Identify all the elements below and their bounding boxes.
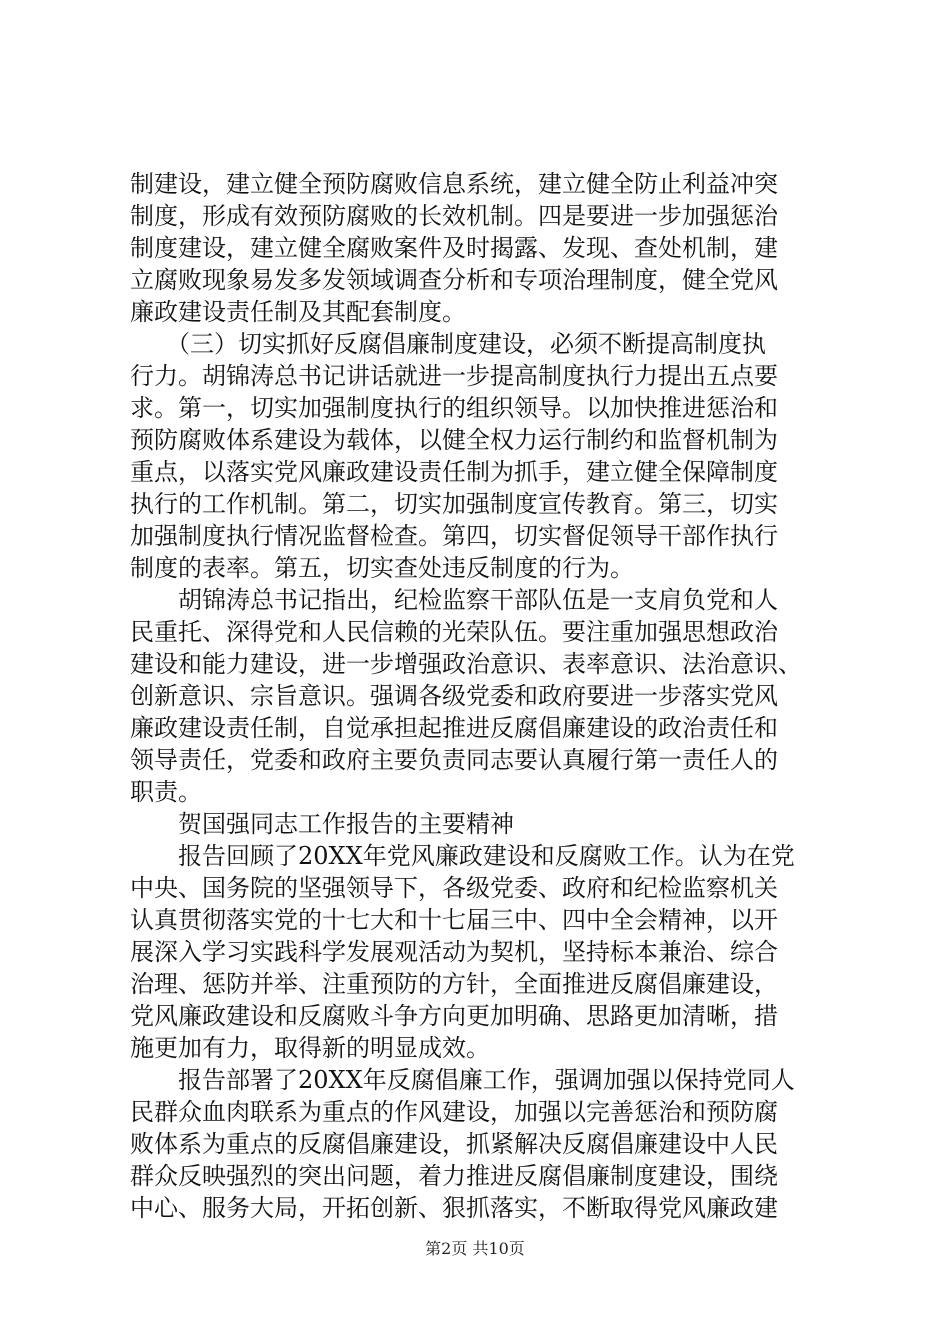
text-line: 制建设，建立健全预防腐败信息系统，建立健全防止利益冲突	[130, 170, 778, 198]
text-line: 执行的工作机制。第二，切实加强制度宣传教育。第三，切实	[130, 490, 778, 518]
document-body	[130, 168, 842, 1224]
text-line: 廉政建设责任制，自觉承担起推进反腐倡廉建设的政治责任和	[130, 714, 778, 742]
text-line: 群众反映强烈的突出问题，着力推进反腐倡廉制度建设，围绕	[130, 1162, 778, 1190]
text-line: 重点，以落实党风廉政建设责任制为抓手，建立健全保障制度	[130, 458, 778, 486]
text-line: （三）切实抓好反腐倡廉制度建设，必须不断提高制度执	[130, 330, 766, 358]
text-line: 施更加有力，取得新的明显成效。	[130, 1034, 490, 1062]
text-line: 廉政建设责任制及其配套制度。	[130, 298, 466, 326]
text-line: 民群众血肉联系为重点的作风建设，加强以完善惩治和预防腐	[130, 1098, 778, 1126]
text-line: 胡锦涛总书记指出，纪检监察干部队伍是一支肩负党和人	[130, 586, 778, 614]
text-line: 贺国强同志工作报告的主要精神	[130, 810, 514, 838]
text-line: 制度的表率。第五，切实查处违反制度的行为。	[130, 554, 634, 582]
text-line: 败体系为重点的反腐倡廉建设，抓紧解决反腐倡廉建设中人民	[130, 1130, 778, 1158]
text-line: 立腐败现象易发多发领域调查分析和专项治理制度，健全党风	[130, 266, 778, 294]
text-line: 治理、惩防并举、注重预防的方针，全面推进反腐倡廉建设，	[130, 970, 778, 998]
text-line: 中央、国务院的坚强领导下，各级党委、政府和纪检监察机关	[130, 874, 778, 902]
text-line: 制度建设，建立健全腐败案件及时揭露、发现、查处机制，建	[130, 234, 778, 262]
text-line: 中心、服务大局，开拓创新、狠抓落实，不断取得党风廉政建	[130, 1194, 778, 1222]
text-line: 建设和能力建设，进一步增强政治意识、表率意识、法治意识、	[130, 650, 802, 678]
text-line: 加强制度执行情况监督检查。第四，切实督促领导干部作执行	[130, 522, 778, 550]
text-line: 创新意识、宗旨意识。强调各级党委和政府要进一步落实党风	[130, 682, 778, 710]
text-line: 展深入学习实践科学发展观活动为契机，坚持标本兼治、综合	[130, 938, 778, 966]
text-line: 求。第一，切实加强制度执行的组织领导。以加快推进惩治和	[130, 394, 778, 422]
text-line: 党风廉政建设和反腐败斗争方向更加明确、思路更加清晰，措	[130, 1002, 778, 1030]
text-line: 行力。胡锦涛总书记讲话就进一步提高制度执行力提出五点要	[130, 362, 778, 390]
text-line: 报告部署了20XX年反腐倡廉工作，强调加强以保持党同人	[130, 1066, 795, 1094]
page-footer: 第2页 共10页	[425, 1239, 525, 1258]
text-line: 职责。	[130, 778, 202, 806]
text-line: 预防腐败体系建设为载体，以健全权力运行制约和监督机制为	[130, 426, 778, 454]
text-line: 认真贯彻落实党的十七大和十七届三中、四中全会精神，以开	[130, 906, 778, 934]
text-line: 民重托、深得党和人民信赖的光荣队伍。要注重加强思想政治	[130, 618, 778, 646]
text-line: 制度，形成有效预防腐败的长效机制。四是要进一步加强惩治	[130, 202, 778, 230]
text-line: 报告回顾了20XX年党风廉政建设和反腐败工作。认为在党	[130, 842, 795, 870]
text-line: 领导责任，党委和政府主要负责同志要认真履行第一责任人的	[130, 746, 778, 774]
